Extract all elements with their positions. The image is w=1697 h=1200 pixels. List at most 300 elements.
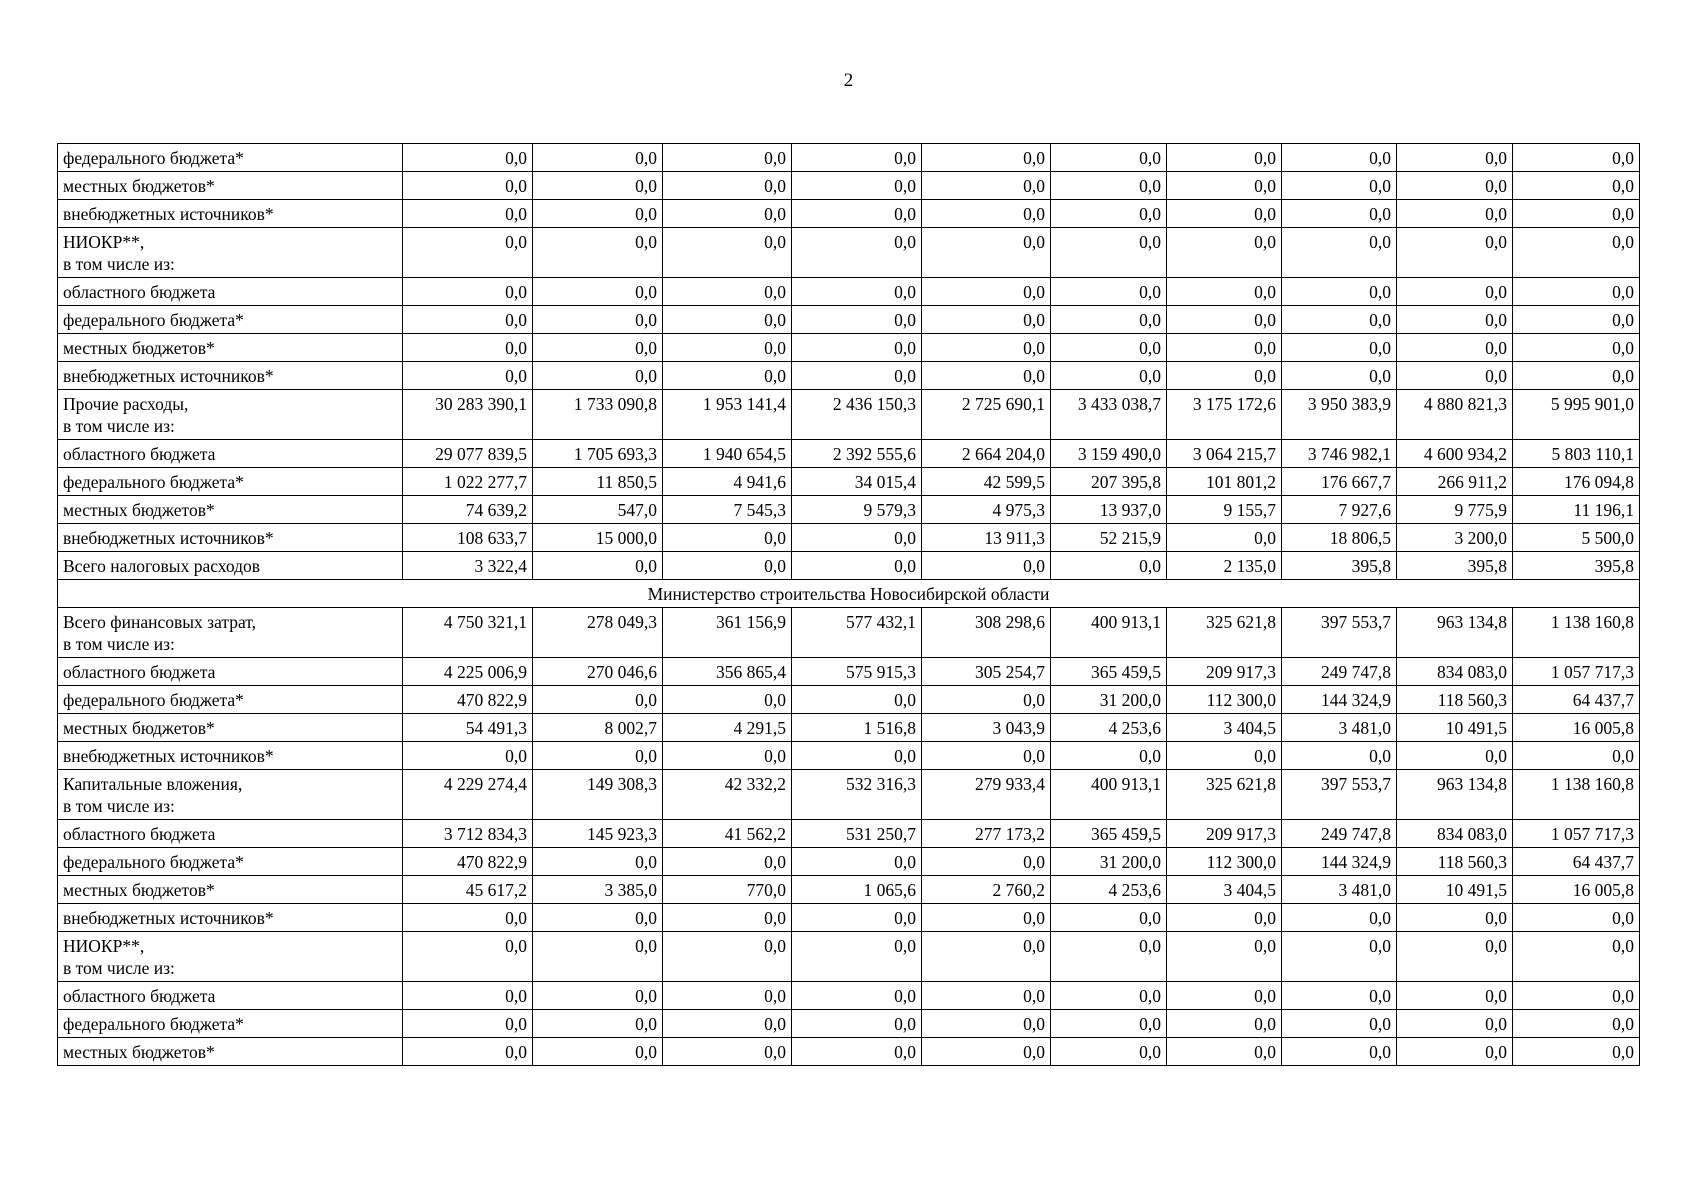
table-row <box>58 904 1640 932</box>
value-cell: 144 324,9 <box>1282 848 1397 876</box>
row-label <box>58 228 403 278</box>
value-cell: 0,0 <box>1513 172 1640 200</box>
value-cell: 64 437,7 <box>1513 848 1640 876</box>
value-cell: 0,0 <box>1513 362 1640 390</box>
value-cell: 470 822,9 <box>403 686 533 714</box>
value-cell: 0,0 <box>663 1038 792 1066</box>
row-label-line: внебюджетных источников* <box>63 908 274 928</box>
value-cell: 176 667,7 <box>1282 468 1397 496</box>
value-cell: 2 135,0 <box>1167 552 1282 580</box>
value-cell: 0,0 <box>1167 524 1282 552</box>
value-cell: 0,0 <box>403 362 533 390</box>
value-cell: 0,0 <box>533 904 663 932</box>
value-cell: 0,0 <box>403 932 533 982</box>
row-label <box>58 362 403 390</box>
table-row <box>58 228 1640 278</box>
value-cell: 395,8 <box>1282 552 1397 580</box>
row-label <box>58 1038 403 1066</box>
table-row <box>58 468 1640 496</box>
table-row <box>58 770 1640 820</box>
value-cell: 5 803 110,1 <box>1513 440 1640 468</box>
table-row <box>58 608 1640 658</box>
table-row <box>58 144 1640 172</box>
value-cell: 0,0 <box>922 742 1051 770</box>
value-cell: 0,0 <box>1167 1010 1282 1038</box>
value-cell: 9 775,9 <box>1397 496 1513 524</box>
table-row <box>58 686 1640 714</box>
value-cell: 13 937,0 <box>1051 496 1167 524</box>
value-cell: 0,0 <box>1051 144 1167 172</box>
row-label-line: областного бюджета <box>63 444 216 464</box>
value-cell: 1 940 654,5 <box>663 440 792 468</box>
row-label-line: внебюджетных источников* <box>63 746 274 766</box>
value-cell: 0,0 <box>663 552 792 580</box>
value-cell: 308 298,6 <box>922 608 1051 658</box>
value-cell: 770,0 <box>663 876 792 904</box>
value-cell: 13 911,3 <box>922 524 1051 552</box>
value-cell: 149 308,3 <box>533 770 663 820</box>
page-number: 2 <box>843 70 854 91</box>
value-cell: 0,0 <box>922 172 1051 200</box>
value-cell: 4 880 821,3 <box>1397 390 1513 440</box>
value-cell: 31 200,0 <box>1051 848 1167 876</box>
value-cell: 209 917,3 <box>1167 658 1282 686</box>
row-label <box>58 686 403 714</box>
value-cell: 145 923,3 <box>533 820 663 848</box>
value-cell: 0,0 <box>1051 1038 1167 1066</box>
value-cell: 16 005,8 <box>1513 876 1640 904</box>
value-cell: 3 950 383,9 <box>1282 390 1397 440</box>
value-cell: 0,0 <box>1051 932 1167 982</box>
value-cell: 5 500,0 <box>1513 524 1640 552</box>
value-cell: 0,0 <box>533 848 663 876</box>
value-cell: 2 725 690,1 <box>922 390 1051 440</box>
value-cell: 0,0 <box>533 686 663 714</box>
value-cell: 3 175 172,6 <box>1167 390 1282 440</box>
value-cell: 0,0 <box>663 742 792 770</box>
value-cell: 0,0 <box>1051 362 1167 390</box>
table-row <box>58 1038 1640 1066</box>
value-cell: 0,0 <box>403 200 533 228</box>
value-cell: 0,0 <box>1167 982 1282 1010</box>
value-cell: 0,0 <box>533 552 663 580</box>
row-label-line: федерального бюджета* <box>63 690 244 710</box>
value-cell: 0,0 <box>1167 172 1282 200</box>
value-cell: 3 481,0 <box>1282 714 1397 742</box>
value-cell: 0,0 <box>1397 278 1513 306</box>
value-cell: 3 322,4 <box>403 552 533 580</box>
value-cell: 834 083,0 <box>1397 820 1513 848</box>
row-label <box>58 904 403 932</box>
row-label-line: федерального бюджета* <box>63 852 244 872</box>
value-cell: 0,0 <box>1513 228 1640 278</box>
value-cell: 11 196,1 <box>1513 496 1640 524</box>
value-cell: 0,0 <box>663 172 792 200</box>
value-cell: 4 253,6 <box>1051 876 1167 904</box>
value-cell: 112 300,0 <box>1167 686 1282 714</box>
value-cell: 0,0 <box>922 228 1051 278</box>
table-row <box>58 658 1640 686</box>
value-cell: 0,0 <box>533 278 663 306</box>
row-label <box>58 714 403 742</box>
row-label-line: местных бюджетов* <box>63 176 215 196</box>
row-label-line: в том числе из: <box>63 958 175 978</box>
value-cell: 2 436 150,3 <box>792 390 922 440</box>
value-cell: 0,0 <box>663 932 792 982</box>
row-label <box>58 468 403 496</box>
value-cell: 0,0 <box>1513 278 1640 306</box>
value-cell: 0,0 <box>1167 144 1282 172</box>
value-cell: 0,0 <box>1282 200 1397 228</box>
value-cell: 0,0 <box>1167 904 1282 932</box>
value-cell: 1 022 277,7 <box>403 468 533 496</box>
value-cell: 0,0 <box>792 1038 922 1066</box>
row-label-line: в том числе из: <box>63 416 175 436</box>
value-cell: 0,0 <box>663 362 792 390</box>
value-cell: 0,0 <box>403 278 533 306</box>
value-cell: 108 633,7 <box>403 524 533 552</box>
value-cell: 3 433 038,7 <box>1051 390 1167 440</box>
row-label-line: внебюджетных источников* <box>63 528 274 548</box>
value-cell: 0,0 <box>663 1010 792 1038</box>
value-cell: 395,8 <box>1513 552 1640 580</box>
value-cell: 2 392 555,6 <box>792 440 922 468</box>
row-label-line: местных бюджетов* <box>63 880 215 900</box>
value-cell: 0,0 <box>1282 932 1397 982</box>
table-row <box>58 820 1640 848</box>
table-row <box>58 440 1640 468</box>
table-row <box>58 306 1640 334</box>
value-cell: 0,0 <box>922 334 1051 362</box>
table-row <box>58 742 1640 770</box>
value-cell: 0,0 <box>533 932 663 982</box>
value-cell: 0,0 <box>1167 278 1282 306</box>
value-cell: 0,0 <box>1513 932 1640 982</box>
section-title: Министерство строительства Новосибирской области <box>58 580 1640 608</box>
value-cell: 397 553,7 <box>1282 770 1397 820</box>
row-label-line: местных бюджетов* <box>63 338 215 358</box>
value-cell: 0,0 <box>663 524 792 552</box>
value-cell: 470 822,9 <box>403 848 533 876</box>
value-cell: 0,0 <box>533 742 663 770</box>
table-row <box>58 334 1640 362</box>
value-cell: 0,0 <box>1282 742 1397 770</box>
row-label-line: внебюджетных источников* <box>63 366 274 386</box>
value-cell: 0,0 <box>663 848 792 876</box>
value-cell: 0,0 <box>1513 742 1640 770</box>
value-cell: 0,0 <box>1282 1010 1397 1038</box>
value-cell: 0,0 <box>663 982 792 1010</box>
value-cell: 16 005,8 <box>1513 714 1640 742</box>
value-cell: 0,0 <box>663 278 792 306</box>
value-cell: 0,0 <box>1397 932 1513 982</box>
row-label <box>58 278 403 306</box>
row-label-line: федерального бюджета* <box>63 472 244 492</box>
value-cell: 4 750 321,1 <box>403 608 533 658</box>
value-cell: 144 324,9 <box>1282 686 1397 714</box>
row-label-line: областного бюджета <box>63 824 216 844</box>
value-cell: 176 094,8 <box>1513 468 1640 496</box>
row-label <box>58 390 403 440</box>
table-row <box>58 390 1640 440</box>
value-cell: 0,0 <box>922 144 1051 172</box>
value-cell: 0,0 <box>1513 904 1640 932</box>
value-cell: 0,0 <box>1051 306 1167 334</box>
value-cell: 5 995 901,0 <box>1513 390 1640 440</box>
value-cell: 3 404,5 <box>1167 714 1282 742</box>
value-cell: 7 927,6 <box>1282 496 1397 524</box>
value-cell: 0,0 <box>922 362 1051 390</box>
value-cell: 0,0 <box>403 228 533 278</box>
row-label <box>58 608 403 658</box>
value-cell: 400 913,1 <box>1051 608 1167 658</box>
value-cell: 400 913,1 <box>1051 770 1167 820</box>
row-label <box>58 334 403 362</box>
value-cell: 365 459,5 <box>1051 820 1167 848</box>
value-cell: 0,0 <box>403 1038 533 1066</box>
value-cell: 0,0 <box>1051 982 1167 1010</box>
value-cell: 3 043,9 <box>922 714 1051 742</box>
value-cell: 0,0 <box>1397 742 1513 770</box>
row-label-line: Всего налоговых расходов <box>63 556 260 576</box>
value-cell: 31 200,0 <box>1051 686 1167 714</box>
value-cell: 3 064 215,7 <box>1167 440 1282 468</box>
value-cell: 0,0 <box>663 228 792 278</box>
row-label-line: Прочие расходы, <box>63 394 189 414</box>
row-label <box>58 658 403 686</box>
value-cell: 18 806,5 <box>1282 524 1397 552</box>
value-cell: 0,0 <box>1397 144 1513 172</box>
value-cell: 0,0 <box>533 362 663 390</box>
row-label <box>58 306 403 334</box>
row-label <box>58 440 403 468</box>
value-cell: 0,0 <box>1282 144 1397 172</box>
table-row <box>58 1010 1640 1038</box>
value-cell: 0,0 <box>663 334 792 362</box>
value-cell: 577 432,1 <box>792 608 922 658</box>
value-cell: 0,0 <box>792 742 922 770</box>
row-label-line: федерального бюджета* <box>63 1014 244 1034</box>
value-cell: 0,0 <box>1051 200 1167 228</box>
value-cell: 0,0 <box>663 200 792 228</box>
value-cell: 0,0 <box>792 524 922 552</box>
value-cell: 270 046,6 <box>533 658 663 686</box>
value-cell: 0,0 <box>1397 1010 1513 1038</box>
row-label-line: в том числе из: <box>63 796 175 816</box>
value-cell: 4 975,3 <box>922 496 1051 524</box>
value-cell: 0,0 <box>1513 334 1640 362</box>
value-cell: 0,0 <box>1051 552 1167 580</box>
value-cell: 0,0 <box>663 904 792 932</box>
value-cell: 0,0 <box>1167 334 1282 362</box>
value-cell: 0,0 <box>922 278 1051 306</box>
value-cell: 325 621,8 <box>1167 770 1282 820</box>
value-cell: 0,0 <box>792 1010 922 1038</box>
value-cell: 0,0 <box>1282 228 1397 278</box>
row-label-line: федерального бюджета* <box>63 148 244 168</box>
row-label-line: местных бюджетов* <box>63 718 215 738</box>
value-cell: 356 865,4 <box>663 658 792 686</box>
row-label-line: внебюджетных источников* <box>63 204 274 224</box>
value-cell: 0,0 <box>1513 200 1640 228</box>
row-label-line: в том числе из: <box>63 634 175 654</box>
row-label-line: в том числе из: <box>63 254 175 274</box>
table-body <box>58 144 1640 1066</box>
value-cell: 0,0 <box>1167 742 1282 770</box>
row-label-line: местных бюджетов* <box>63 1042 215 1062</box>
value-cell: 7 545,3 <box>663 496 792 524</box>
value-cell: 0,0 <box>792 306 922 334</box>
value-cell: 0,0 <box>1513 982 1640 1010</box>
value-cell: 0,0 <box>533 306 663 334</box>
value-cell: 0,0 <box>1051 228 1167 278</box>
table-row <box>58 524 1640 552</box>
value-cell: 0,0 <box>403 982 533 1010</box>
value-cell: 0,0 <box>1282 1038 1397 1066</box>
table-row <box>58 714 1640 742</box>
value-cell: 0,0 <box>663 144 792 172</box>
value-cell: 0,0 <box>922 200 1051 228</box>
value-cell: 0,0 <box>533 172 663 200</box>
value-cell: 0,0 <box>1513 1038 1640 1066</box>
value-cell: 1 733 090,8 <box>533 390 663 440</box>
value-cell: 11 850,5 <box>533 468 663 496</box>
value-cell: 249 747,8 <box>1282 820 1397 848</box>
row-label <box>58 200 403 228</box>
value-cell: 4 291,5 <box>663 714 792 742</box>
row-label <box>58 848 403 876</box>
value-cell: 1 516,8 <box>792 714 922 742</box>
value-cell: 42 599,5 <box>922 468 1051 496</box>
table-row <box>58 496 1640 524</box>
table-row <box>58 848 1640 876</box>
value-cell: 0,0 <box>922 552 1051 580</box>
value-cell: 0,0 <box>403 306 533 334</box>
value-cell: 361 156,9 <box>663 608 792 658</box>
value-cell: 0,0 <box>792 228 922 278</box>
value-cell: 0,0 <box>533 982 663 1010</box>
value-cell: 4 941,6 <box>663 468 792 496</box>
value-cell: 207 395,8 <box>1051 468 1167 496</box>
value-cell: 0,0 <box>1051 172 1167 200</box>
value-cell: 1 065,6 <box>792 876 922 904</box>
value-cell: 3 712 834,3 <box>403 820 533 848</box>
value-cell: 42 332,2 <box>663 770 792 820</box>
value-cell: 3 200,0 <box>1397 524 1513 552</box>
value-cell: 209 917,3 <box>1167 820 1282 848</box>
value-cell: 0,0 <box>1513 306 1640 334</box>
value-cell: 0,0 <box>403 742 533 770</box>
row-label-line: федерального бюджета* <box>63 310 244 330</box>
row-label-line: Капитальные вложения, <box>63 774 243 794</box>
value-cell: 0,0 <box>1167 932 1282 982</box>
value-cell: 0,0 <box>1397 200 1513 228</box>
value-cell: 0,0 <box>1051 742 1167 770</box>
value-cell: 0,0 <box>792 362 922 390</box>
value-cell: 30 283 390,1 <box>403 390 533 440</box>
value-cell: 0,0 <box>1167 306 1282 334</box>
value-cell: 305 254,7 <box>922 658 1051 686</box>
value-cell: 118 560,3 <box>1397 686 1513 714</box>
table-row <box>58 932 1640 982</box>
value-cell: 2 760,2 <box>922 876 1051 904</box>
row-label <box>58 982 403 1010</box>
value-cell: 10 491,5 <box>1397 714 1513 742</box>
value-cell: 0,0 <box>922 982 1051 1010</box>
row-label <box>58 524 403 552</box>
value-cell: 1 057 717,3 <box>1513 820 1640 848</box>
row-label-line: НИОКР**, <box>63 232 145 252</box>
value-cell: 1 138 160,8 <box>1513 608 1640 658</box>
table-row <box>58 982 1640 1010</box>
table-row <box>58 876 1640 904</box>
row-label <box>58 144 403 172</box>
value-cell: 0,0 <box>1282 362 1397 390</box>
table-row <box>58 362 1640 390</box>
value-cell: 0,0 <box>792 932 922 982</box>
value-cell: 34 015,4 <box>792 468 922 496</box>
row-label-line: НИОКР**, <box>63 936 145 956</box>
row-label <box>58 552 403 580</box>
row-label-line: Всего финансовых затрат, <box>63 612 257 632</box>
value-cell: 0,0 <box>1167 1038 1282 1066</box>
value-cell: 0,0 <box>533 334 663 362</box>
value-cell: 1 138 160,8 <box>1513 770 1640 820</box>
value-cell: 74 639,2 <box>403 496 533 524</box>
value-cell: 118 560,3 <box>1397 848 1513 876</box>
value-cell: 0,0 <box>1051 904 1167 932</box>
value-cell: 0,0 <box>403 334 533 362</box>
value-cell: 0,0 <box>1282 904 1397 932</box>
value-cell: 397 553,7 <box>1282 608 1397 658</box>
value-cell: 45 617,2 <box>403 876 533 904</box>
value-cell: 0,0 <box>1397 904 1513 932</box>
row-label-line: областного бюджета <box>63 986 216 1006</box>
value-cell: 0,0 <box>792 686 922 714</box>
table-row <box>58 172 1640 200</box>
value-cell: 0,0 <box>1397 982 1513 1010</box>
table-row <box>58 200 1640 228</box>
value-cell: 0,0 <box>1513 144 1640 172</box>
value-cell: 0,0 <box>1167 228 1282 278</box>
row-label <box>58 820 403 848</box>
section-header-row <box>58 580 1640 608</box>
value-cell: 0,0 <box>663 686 792 714</box>
value-cell: 0,0 <box>1397 1038 1513 1066</box>
value-cell: 0,0 <box>1397 228 1513 278</box>
row-label <box>58 876 403 904</box>
value-cell: 365 459,5 <box>1051 658 1167 686</box>
value-cell: 277 173,2 <box>922 820 1051 848</box>
value-cell: 54 491,3 <box>403 714 533 742</box>
value-cell: 1 705 693,3 <box>533 440 663 468</box>
value-cell: 575 915,3 <box>792 658 922 686</box>
value-cell: 0,0 <box>1051 278 1167 306</box>
value-cell: 395,8 <box>1397 552 1513 580</box>
row-label <box>58 496 403 524</box>
value-cell: 0,0 <box>922 1010 1051 1038</box>
value-cell: 0,0 <box>792 848 922 876</box>
value-cell: 531 250,7 <box>792 820 922 848</box>
budget-table <box>57 143 1640 1066</box>
value-cell: 0,0 <box>1051 1010 1167 1038</box>
value-cell: 8 002,7 <box>533 714 663 742</box>
value-cell: 10 491,5 <box>1397 876 1513 904</box>
value-cell: 0,0 <box>1397 306 1513 334</box>
row-label <box>58 742 403 770</box>
value-cell: 0,0 <box>1282 982 1397 1010</box>
value-cell: 3 746 982,1 <box>1282 440 1397 468</box>
